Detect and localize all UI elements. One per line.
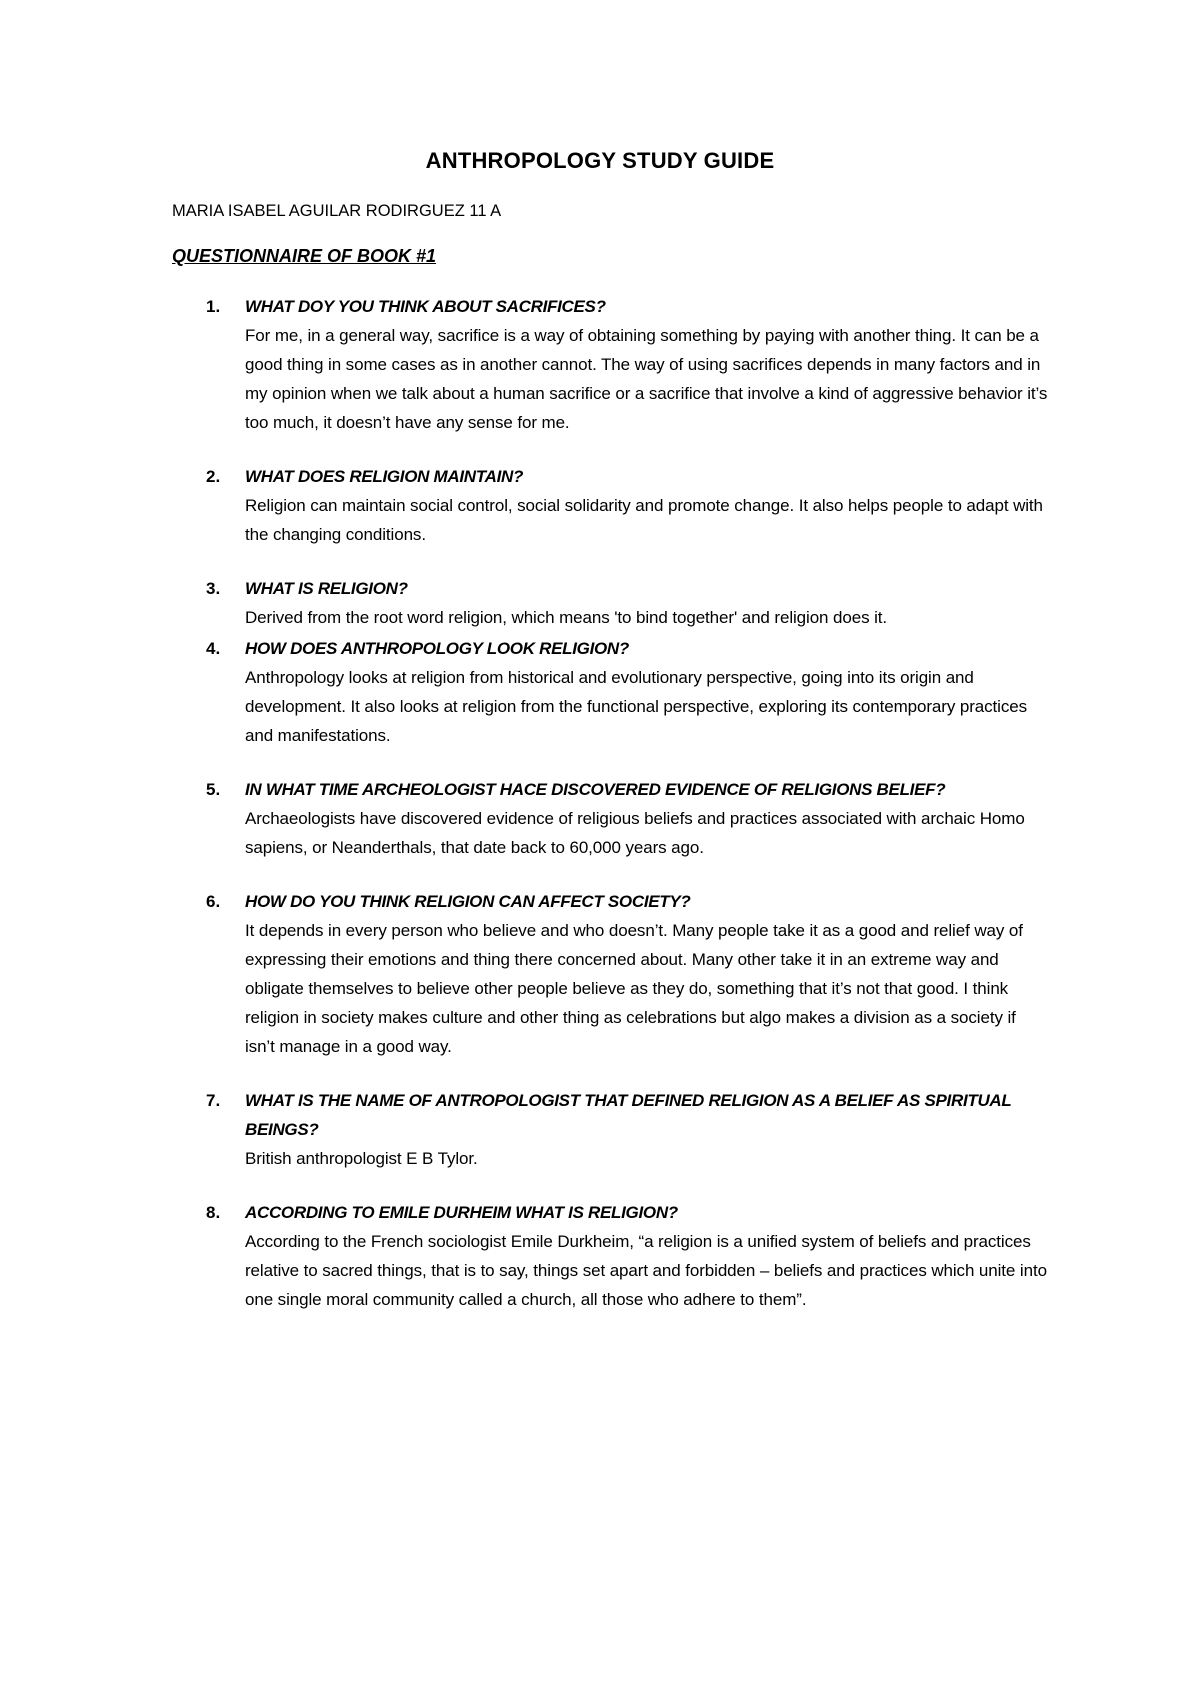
question-item-8 bbox=[0, 1198, 1200, 1314]
answer-text: According to the French sociologist Emile Durkheim, “a religion is a unified system of beliefs and practices relative to sacred things, that is to say, things set apart and forbidden – beliefs and practices which unite into one single moral community called a church, all those who adhere to them”. bbox=[245, 1232, 1047, 1309]
author-line: MARIA ISABEL AGUILAR RODIRGUEZ 11 A bbox=[172, 202, 502, 220]
section-heading: QUESTIONNAIRE OF BOOK #1 bbox=[172, 246, 437, 266]
answer-text: Religion can maintain social control, social solidarity and promote change. It also helps people to adapt with the changing conditions. bbox=[245, 496, 1043, 544]
answer-text: Derived from the root word religion, which means 'to bind together' and religion does it. bbox=[245, 608, 888, 627]
question-item-7 bbox=[0, 1086, 1200, 1173]
question-number: 1. bbox=[206, 297, 221, 316]
question-text: WHAT IS THE NAME OF ANTROPOLOGIST THAT DEFINED RELIGION AS A BELIEF AS SPIRITUAL BEINGS? bbox=[245, 1091, 1012, 1139]
question-item-5 bbox=[0, 775, 1200, 862]
question-text: ACCORDING TO EMILE DURHEIM WHAT IS RELIGION? bbox=[245, 1203, 678, 1222]
question-text: WHAT DOY YOU THINK ABOUT SACRIFICES? bbox=[245, 297, 606, 316]
question-text: HOW DO YOU THINK RELIGION CAN AFFECT SOCIETY? bbox=[245, 892, 691, 911]
question-text: IN WHAT TIME ARCHEOLOGIST HACE DISCOVERED EVIDENCE OF RELIGIONS BELIEF? bbox=[245, 780, 946, 799]
question-number: 8. bbox=[206, 1203, 221, 1222]
question-item-1 bbox=[0, 292, 1200, 437]
question-number: 6. bbox=[206, 892, 221, 911]
answer-text: For me, in a general way, sacrifice is a way of obtaining something by paying with another thing. It can be a good thing in some cases as in another cannot. The way of using sacrifices depends in many factors and in my opinion when we talk about a human sacrifice or a sacrifice that involve a kind of aggressive behavior it’s too much, it doesn’t have any sense for me. bbox=[245, 326, 1048, 432]
question-text: WHAT DOES RELIGION MAINTAIN? bbox=[245, 467, 524, 486]
question-item-2 bbox=[0, 462, 1200, 549]
question-item-4 bbox=[0, 634, 1200, 750]
question-number: 3. bbox=[206, 579, 221, 598]
question-number: 7. bbox=[206, 1091, 221, 1110]
question-item-6 bbox=[0, 887, 1200, 1061]
question-text: WHAT IS RELIGION? bbox=[245, 579, 408, 598]
document-title: ANTHROPOLOGY STUDY GUIDE bbox=[425, 148, 775, 173]
question-text: HOW DOES ANTHROPOLOGY LOOK RELIGION? bbox=[245, 639, 629, 658]
answer-text: British anthropologist E B Tylor. bbox=[245, 1149, 478, 1168]
question-number: 4. bbox=[206, 639, 221, 658]
answer-text: Archaeologists have discovered evidence of religious beliefs and practices associated with archaic Homo sapiens, or Neanderthals, that date back to 60,000 years ago. bbox=[245, 809, 1025, 857]
question-number: 5. bbox=[206, 780, 221, 799]
question-list bbox=[0, 292, 1200, 1339]
answer-text: It depends in every person who believe and who doesn’t. Many people take it as a good and relief way of expressing their emotions and thing there concerned about. Many other take it in an extreme way and obligate themselves to believe other people believe as they do, something that it’s not that good. I think religion in society makes culture and other thing as celebrations but algo makes a division as a society if isn’t manage in a good way. bbox=[245, 921, 1023, 1056]
question-item-3 bbox=[0, 574, 1200, 632]
question-number: 2. bbox=[206, 467, 221, 486]
answer-text: Anthropology looks at religion from historical and evolutionary perspective, going into its origin and development. It also looks at religion from the functional perspective, exploring its contemporary practices and manifestations. bbox=[245, 668, 1027, 745]
